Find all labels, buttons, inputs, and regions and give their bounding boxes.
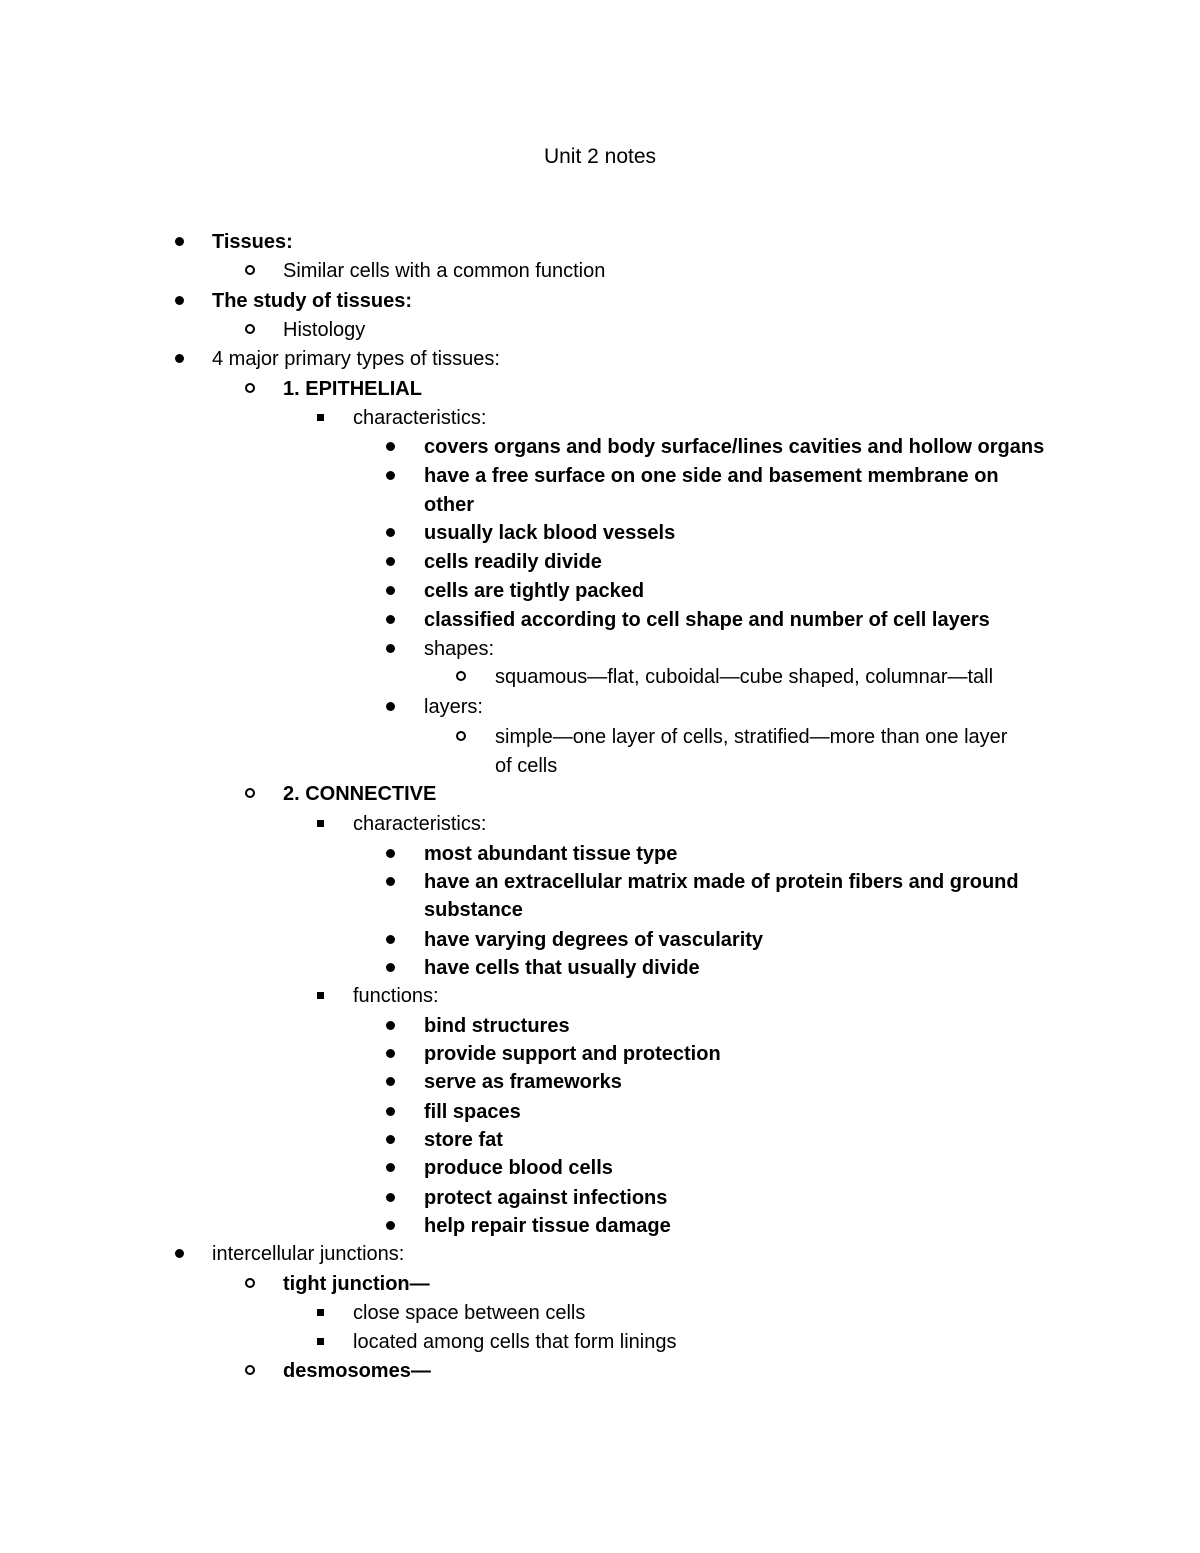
bullet-square-icon <box>317 992 324 999</box>
note-line: characteristics: <box>353 813 487 835</box>
bullet-dot-icon <box>175 1249 184 1258</box>
bullet-dot-icon <box>386 702 395 711</box>
note-line: The study of tissues: <box>212 290 413 312</box>
note-line: 1. EPITHELIAL <box>283 378 422 400</box>
note-line: substance <box>424 899 523 921</box>
bullet-circle-icon <box>245 1278 255 1288</box>
note-line: of cells <box>495 755 558 777</box>
bullet-dot-icon <box>386 935 395 944</box>
note-line: provide support and protection <box>424 1043 721 1065</box>
note-line: covers organs and body surface/lines cavities and hollow organs <box>424 436 1045 458</box>
note-line: other <box>424 494 474 516</box>
note-line: help repair tissue damage <box>424 1215 671 1237</box>
note-line: protect against infections <box>424 1187 668 1209</box>
bullet-dot-icon <box>386 1135 395 1144</box>
note-line: bind structures <box>424 1015 570 1037</box>
bullet-dot-icon <box>386 557 395 566</box>
bullet-circle-icon <box>245 324 255 334</box>
bullet-dot-icon <box>386 1193 395 1202</box>
bullet-dot-icon <box>175 296 184 305</box>
note-line: tight junction— <box>283 1273 430 1295</box>
bullet-circle-icon <box>456 671 466 681</box>
note-line: Similar cells with a common function <box>283 260 606 282</box>
note-line: usually lack blood vessels <box>424 522 676 544</box>
note-line: have an extracellular matrix made of protein fibers and ground <box>424 871 1019 893</box>
bullet-dot-icon <box>386 1049 395 1058</box>
bullet-dot-icon <box>175 237 184 246</box>
note-line: classified according to cell shape and number of cell layers <box>424 609 990 631</box>
bullet-dot-icon <box>386 1021 395 1030</box>
note-line: cells are tightly packed <box>424 580 645 602</box>
bullet-square-icon <box>317 1338 324 1345</box>
bullet-circle-icon <box>456 731 466 741</box>
note-line: Tissues: <box>212 231 293 253</box>
bullet-dot-icon <box>386 1077 395 1086</box>
note-line: located among cells that form linings <box>353 1331 677 1353</box>
note-line: functions: <box>353 985 439 1007</box>
note-line: have a free surface on one side and basement membrane on <box>424 465 999 487</box>
note-line: layers: <box>424 696 483 718</box>
bullet-dot-icon <box>386 877 395 886</box>
note-line: close space between cells <box>353 1302 586 1324</box>
bullet-dot-icon <box>386 615 395 624</box>
bullet-circle-icon <box>245 383 255 393</box>
document-title: Unit 2 notes <box>543 145 657 168</box>
note-line: 4 major primary types of tissues: <box>212 348 500 370</box>
bullet-dot-icon <box>386 442 395 451</box>
note-line: produce blood cells <box>424 1157 613 1179</box>
note-line: characteristics: <box>353 407 487 429</box>
bullet-dot-icon <box>386 849 395 858</box>
note-line: store fat <box>424 1129 503 1151</box>
note-line: desmosomes— <box>283 1360 431 1382</box>
bullet-dot-icon <box>386 1221 395 1230</box>
bullet-dot-icon <box>386 586 395 595</box>
note-line: cells readily divide <box>424 551 602 573</box>
note-line: simple—one layer of cells, stratified—more than one layer <box>495 726 1008 748</box>
note-line: serve as frameworks <box>424 1071 622 1093</box>
note-line: shapes: <box>424 638 495 660</box>
note-line: fill spaces <box>424 1101 521 1123</box>
bullet-square-icon <box>317 414 324 421</box>
bullet-circle-icon <box>245 265 255 275</box>
bullet-square-icon <box>317 820 324 827</box>
bullet-dot-icon <box>386 963 395 972</box>
note-line: have varying degrees of vascularity <box>424 929 764 951</box>
bullet-dot-icon <box>386 1163 395 1172</box>
bullet-dot-icon <box>386 644 395 653</box>
bullet-square-icon <box>317 1309 324 1316</box>
note-line: intercellular junctions: <box>212 1243 405 1265</box>
note-line: most abundant tissue type <box>424 843 678 865</box>
bullet-dot-icon <box>386 528 395 537</box>
bullet-dot-icon <box>386 1107 395 1116</box>
note-line: Histology <box>283 319 366 341</box>
bullet-circle-icon <box>245 788 255 798</box>
bullet-dot-icon <box>386 471 395 480</box>
note-line: squamous—flat, cuboidal—cube shaped, columnar—tall <box>495 666 994 688</box>
bullet-circle-icon <box>245 1365 255 1375</box>
bullet-dot-icon <box>175 354 184 363</box>
note-line: 2. CONNECTIVE <box>283 783 437 805</box>
note-line: have cells that usually divide <box>424 957 700 979</box>
